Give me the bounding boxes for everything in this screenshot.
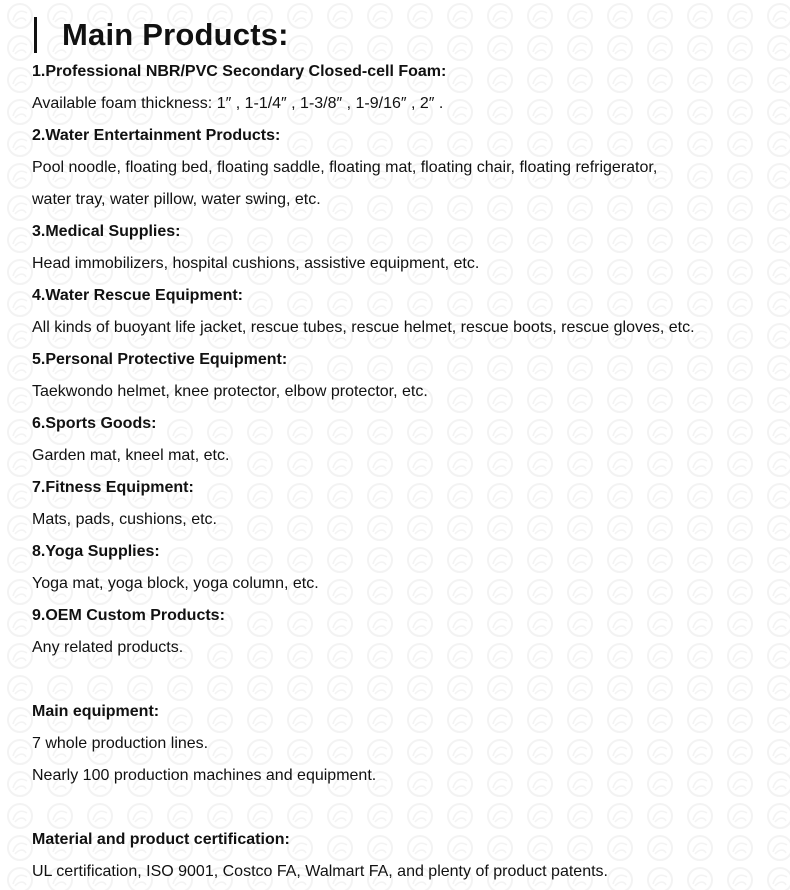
section-4-heading: 4.Water Rescue Equipment:: [32, 287, 244, 304]
page-title: Main Products:: [62, 17, 289, 52]
section-3-line-1: Head immobilizers, hospital cushions, assistive equipment, etc.: [32, 255, 480, 272]
equipment-line-2: Nearly 100 production machines and equipment.: [32, 767, 377, 784]
title-accent-bar: [34, 17, 37, 53]
section-8-line-1: Yoga mat, yoga block, yoga column, etc.: [32, 575, 319, 592]
section-7-heading: 7.Fitness Equipment:: [32, 479, 194, 496]
section-1-heading: 1.Professional NBR/PVC Secondary Closed-cell Foam:: [32, 63, 447, 80]
equipment-line-1: 7 whole production lines.: [32, 735, 209, 752]
section-6-heading: 6.Sports Goods:: [32, 415, 157, 432]
section-2-line-2: water tray, water pillow, water swing, etc.: [32, 191, 321, 208]
section-1-line-1: Available foam thickness: 1″ , 1-1/4″ , 1-3/8″ , 1-9/16″ , 2″ .: [32, 95, 444, 112]
page-title-row: [34, 12, 289, 58]
section-4-line-1: All kinds of buoyant life jacket, rescue tubes, rescue helmet, rescue boots, rescue gloves, etc.: [32, 319, 695, 336]
section-2-line-1: Pool noodle, floating bed, floating saddle, floating mat, floating chair, floating refrigerator,: [32, 159, 658, 176]
section-2-heading: 2.Water Entertainment Products:: [32, 127, 281, 144]
section-7-line-1: Mats, pads, cushions, etc.: [32, 511, 217, 528]
equipment-heading: Main equipment:: [32, 703, 160, 720]
certification-heading: Material and product certification:: [32, 831, 290, 848]
certification-line-1: UL certification, ISO 9001, Costco FA, Walmart FA, and plenty of product patents.: [32, 863, 608, 880]
section-6-line-1: Garden mat, kneel mat, etc.: [32, 447, 230, 464]
section-9-line-1: Any related products.: [32, 639, 184, 656]
section-8-heading: 8.Yoga Supplies:: [32, 543, 160, 560]
section-5-line-1: Taekwondo helmet, knee protector, elbow protector, etc.: [32, 383, 428, 400]
section-3-heading: 3.Medical Supplies:: [32, 223, 181, 240]
section-9-heading: 9.OEM Custom Products:: [32, 607, 225, 624]
section-5-heading: 5.Personal Protective Equipment:: [32, 351, 288, 368]
